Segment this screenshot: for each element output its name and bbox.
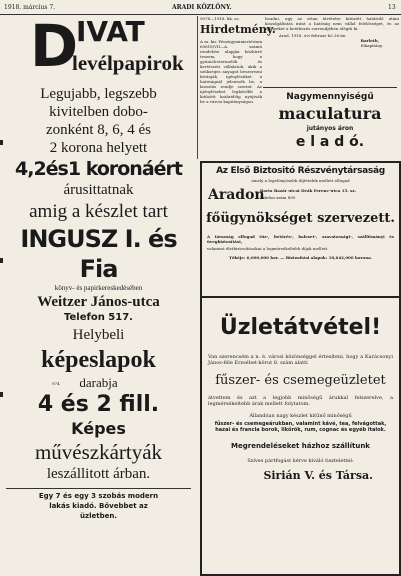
insurance-address: Barta Bazár utcai Deák Ferenc-utca 15. sz.: [260, 188, 356, 193]
ad-line: Képes: [71, 419, 126, 438]
apartment-ad: lakás kiadó. Bővebbet az: [49, 502, 148, 510]
stationery-ad: [2, 12, 195, 572]
ad-line: kivitelben dobo-: [49, 104, 148, 120]
shop-intro: Van szerencsém a n. é. városi közönséggel értesíteni, hogy a Karácsonyi János-féle Erzsébet-körut 8. szám alatti: [208, 354, 393, 366]
column-divider: [197, 16, 198, 159]
maculatura-sale: e l a d ó.: [295, 134, 365, 150]
header-page-number: 13: [388, 4, 396, 11]
shop-signature: Sirián V. és Társa.: [263, 469, 373, 482]
maculatura-line: jutányos áron: [306, 125, 354, 132]
notice-title: Hirdetmény.: [200, 23, 276, 36]
notice-signature-title: főkapitány.: [360, 43, 383, 48]
maculatura-ad: [263, 87, 397, 158]
shop-paragraph: átvettem és azt a legjobb minőségű árukkal felszerelve, a legmérsékeltebb árak mellett folytatom.: [208, 395, 393, 407]
insurance-text: A társaság elfogad tűz-, betörés-, baleset-, szavatossági-, szállítmányi és üvegbiztosítást,: [207, 234, 394, 244]
header-title: ARADI KÖZLÖNY.: [172, 4, 232, 11]
notice-signature: Barloth,: [360, 38, 379, 43]
art-cards-line: művészkártyák: [34, 440, 163, 464]
insurance-city: Aradon: [208, 187, 265, 203]
notice-ref: 9078—1918. kk. sz.: [200, 16, 240, 21]
brand-bottom: levélpapirok: [72, 51, 184, 75]
insurance-ad: [200, 161, 401, 298]
ad-line: amig a készlet tart: [29, 201, 168, 222]
ad-line: Legujabb, legszebb: [40, 86, 157, 102]
shop-ad: [200, 296, 401, 576]
header-date: 1918. március 7.: [4, 4, 56, 11]
shop-paragraph: Állandóan nagy készlet kitűnő minőségű: [249, 413, 352, 419]
maculatura-word: maculatura: [278, 104, 382, 123]
shop-delivery: Megrendeléseket házhoz szállítunk: [231, 442, 370, 450]
shop-goods: fűszer- és csemegeárukban, valamint kávé, tea, felvágottak, hazai és francia borok, likőrök, rum, cognac és egyéb italok.: [214, 421, 387, 433]
ad-line: Helybeli: [72, 327, 125, 343]
brand-initial: D: [30, 12, 79, 80]
ad-line: darabja: [79, 375, 118, 390]
insurance-capital: Tőkéje: 6,000,000 kor. — Biztositási alapok: 18,642,000 korona.: [228, 255, 373, 260]
insurance-title: Az Első Biztositó Részvénytársaság: [216, 166, 385, 176]
price-line: 4,2és1 koronáért: [15, 158, 182, 180]
notice-col1: [200, 16, 276, 161]
margin-number: 974: [52, 381, 60, 386]
insurance-phone: Telefon szám 895.: [260, 195, 297, 200]
notice-body: A m. kir. Pénzügyminisztérium 69618/VII—A. számú rendelete alapján közhírré teszem, hogy a gyümölcstermelők és kertészeti vállalatok, akik a szükséges anyagot beszerezni kívánják, igénylésüket a hatóságnál jelentsék be, a kiosztás rendje szerint. Az igényléseket legkésőbb a kitűzött határidőig nyújtsák be a városi kapitányságon.: [200, 39, 262, 104]
insurance-text: valamint életbiztosításokat a legmérsékeltebb díjak mellett.: [207, 246, 329, 251]
notice-body-cont: beadni, ugy az ottan átvételre kitüzött határidő utáni kiszolgáltatás iránt a hatóság nem vállal felelősséget, és az igényeket a beérkezés sorrendjében elégíti ki.: [265, 16, 399, 31]
shop-store-type: fűszer- és csemegeüzletet: [215, 373, 386, 388]
ad-line: 2 korona helyett: [49, 140, 148, 156]
brand-top: IVAT: [76, 15, 145, 48]
shop-phone: Telefon 517.: [64, 312, 133, 323]
insurance-agency: főügynökséget szervezett.: [206, 211, 395, 226]
divider: [6, 488, 191, 489]
ad-line: árusittatnak: [63, 182, 134, 198]
postcard-price: 4 és 2 fill.: [37, 392, 160, 417]
insurance-sub: amely a legelőnyösebb díjtételek mellett elfogad: [251, 178, 350, 183]
maculatura-line: Nagymennyiségű: [286, 92, 374, 102]
postcards-line: képeslapok: [41, 347, 156, 373]
shop-type: könyv- és papirkereskedésében: [54, 284, 143, 292]
shop-title: Üzletátvétel!: [219, 315, 382, 340]
shop-name: INGUSZ I. és Fia: [20, 225, 177, 283]
shop-address: Weitzer János-utca: [37, 294, 160, 310]
notice-col2: [265, 16, 399, 84]
ad-line: zonként 8, 6, 4 és: [46, 122, 151, 138]
apartment-ad: Egy 7 és egy 3 szobás modern: [38, 492, 159, 500]
ad-line: leszállitott árban.: [46, 466, 151, 482]
apartment-ad: üzletben.: [80, 512, 117, 520]
shop-closing: Szíves pártfogást kérve kiváló tisztelettel:: [247, 458, 354, 464]
notice-date: Arad, 1918. évi február hó 26-án.: [279, 33, 347, 38]
